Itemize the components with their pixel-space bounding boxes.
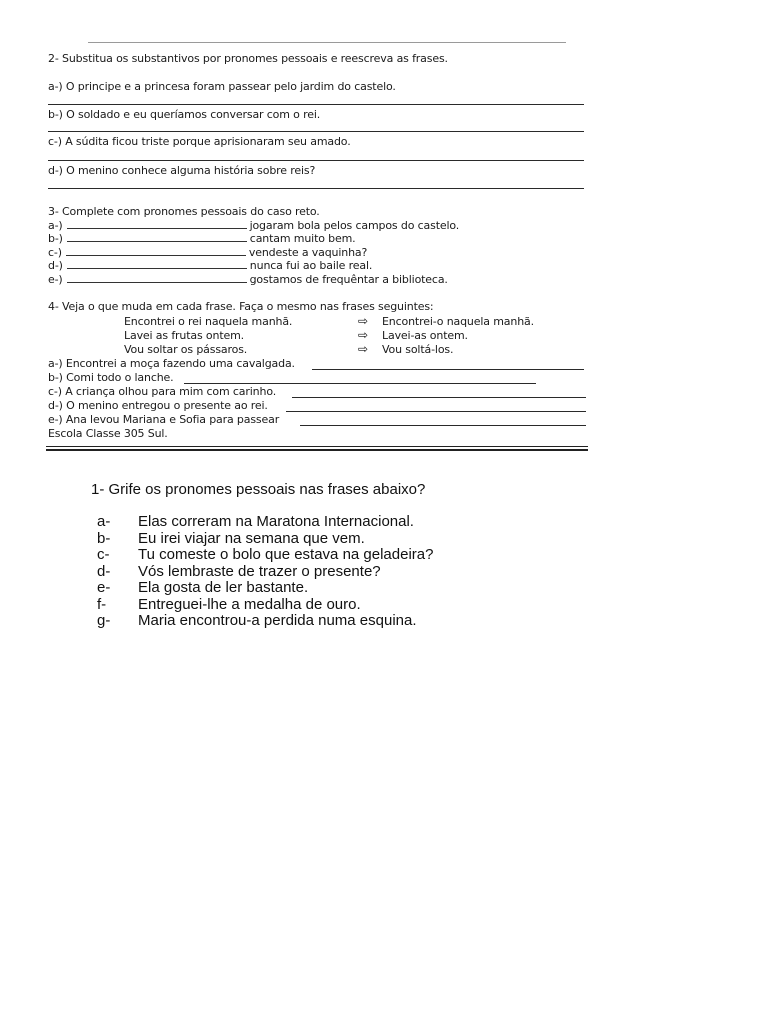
arrow-right-icon: ⇨ <box>358 342 369 356</box>
q4-item-e: e-) Ana levou Mariana e Sofia para passear <box>48 413 280 426</box>
q3-label: d-) <box>48 259 63 272</box>
school-name: Escola Classe 305 Sul. <box>48 427 168 440</box>
q4-example-right: Encontrei-o naquela manhã. <box>382 315 534 328</box>
top-rule <box>88 42 566 43</box>
q4-example-left: Lavei as frutas ontem. <box>124 329 245 342</box>
q3-title: 3- Complete com pronomes pessoais do caso reto. <box>48 205 320 218</box>
q4-example-left: Vou soltar os pássaros. <box>124 343 248 356</box>
fill-blank <box>66 246 246 256</box>
q3-item-c <box>48 246 367 259</box>
answer-line <box>48 131 584 132</box>
fill-blank <box>67 219 247 229</box>
q2-item-c: c-) A súdita ficou triste porque aprisionaram seu amado. <box>48 135 351 148</box>
q3-item-d <box>48 259 372 272</box>
answer-line <box>300 425 586 426</box>
q4-example-right: Vou soltá-los. <box>382 343 454 356</box>
answer-line <box>48 160 584 161</box>
q4-example-right: Lavei-as ontem. <box>382 329 468 342</box>
q2-item-d: d-) O menino conhece alguma história sobre reis? <box>48 164 316 177</box>
arrow-right-icon: ⇨ <box>358 314 369 328</box>
item-text: Tu comeste o bolo que estava na geladeira? <box>138 546 434 563</box>
answer-line <box>292 397 586 398</box>
q2-item-a: a-) O principe e a princesa foram passear pelo jardim do castelo. <box>48 80 396 93</box>
item-letter: a- <box>97 513 111 530</box>
answer-line <box>48 188 584 189</box>
q2-item-b: b-) O soldado e eu queríamos conversar com o rei. <box>48 108 321 121</box>
q4-item-b: b-) Comi todo o lanche. <box>48 371 174 384</box>
item-letter: e- <box>97 579 111 596</box>
q4-item-d: d-) O menino entregou o presente ao rei. <box>48 399 268 412</box>
item-text: Eu irei viajar na semana que vem. <box>138 529 365 547</box>
q3-text: jogaram bola pelos campos do castelo. <box>249 219 460 232</box>
q3-label: b-) <box>48 232 63 245</box>
scanned-exercise-sheet <box>46 0 590 460</box>
item-letter: f- <box>97 595 107 613</box>
q3-label: e-) <box>48 273 63 286</box>
arrow-right-icon: ⇨ <box>358 328 369 342</box>
q4-title: 4- Veja o que muda em cada frase. Faça o mesmo nas frases seguintes: <box>48 300 434 313</box>
item-text: Ela gosta de ler bastante. <box>138 579 309 596</box>
answer-line <box>184 383 536 384</box>
q3-text: vendeste a vaquinha? <box>248 246 368 259</box>
item-letter: g- <box>97 612 111 629</box>
question-1-title: 1- Grife os pronomes pessoais nas frases abaixo? <box>91 481 426 498</box>
fill-blank <box>67 273 247 283</box>
q3-item-e <box>48 273 448 286</box>
q3-item-a <box>48 219 459 232</box>
answer-line <box>312 369 584 370</box>
item-letter: c- <box>97 546 110 563</box>
item-text: Entreguei-lhe a medalha de ouro. <box>138 595 361 613</box>
q3-label: c-) <box>48 246 62 259</box>
q4-example-left: Encontrei o rei naquela manhã. <box>124 315 293 328</box>
q3-text: gostamos de frequêntar a biblioteca. <box>249 273 448 286</box>
q3-text: cantam muito bem. <box>249 232 356 245</box>
q3-text: nunca fui ao baile real. <box>249 259 373 272</box>
item-text: Vós lembraste de trazer o presente? <box>138 562 381 580</box>
item-text: Elas correram na Maratona Internacional. <box>138 513 414 530</box>
q3-item-b <box>48 232 356 245</box>
item-letter: d- <box>97 562 111 580</box>
answer-line <box>48 104 584 105</box>
q3-label: a-) <box>48 219 63 232</box>
fill-blank <box>67 259 247 269</box>
q4-item-a: a-) Encontrei a moça fazendo uma cavalgada. <box>48 357 295 370</box>
q4-item-c: c-) A criança olhou para mim com carinho. <box>48 385 277 398</box>
item-text: Maria encontrou-a perdida numa esquina. <box>138 612 417 629</box>
item-letter: b- <box>97 529 111 547</box>
fill-blank <box>67 232 247 242</box>
q2-title: 2- Substitua os substantivos por pronomes pessoais e reescreva as frases. <box>48 52 448 65</box>
answer-line <box>286 411 586 412</box>
double-rule <box>46 446 588 451</box>
